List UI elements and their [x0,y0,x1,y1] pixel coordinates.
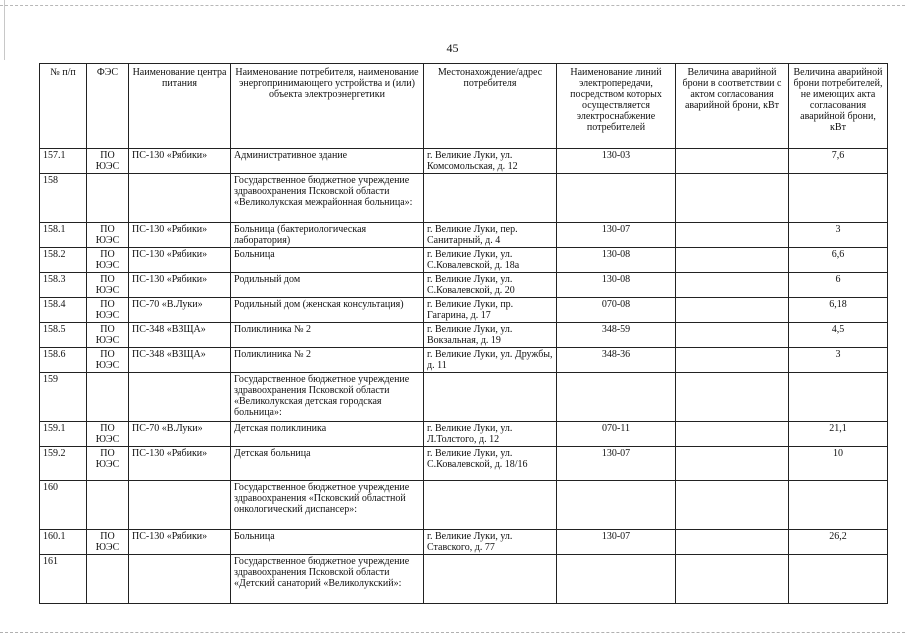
row-address: г. Великие Луки, ул. Дружбы, д. 11 [424,348,557,373]
row-fes: ПО ЮЭС [87,149,129,174]
row-power-center: ПС-70 «В.Луки» [129,422,231,447]
row-reserve-with-act [676,298,789,323]
row-fes: ПО ЮЭС [87,273,129,298]
row-power-center: ПС-130 «Рябики» [129,149,231,174]
row-reserve-without-act: 4,5 [789,323,888,348]
page-number: 45 [446,41,459,55]
row-power-line: 130-07 [557,447,676,481]
row-fes [87,373,129,422]
row-consumer: Детская больница [231,447,424,481]
header-power-line: Наименование линий электропередачи, посредством которых осуществляется электроснабжение потребителей [557,64,676,149]
row-power-line [557,174,676,223]
row-num: 158.1 [40,223,87,248]
row-power-line: 348-59 [557,323,676,348]
row-consumer: Административное здание [231,149,424,174]
header-power-center: Наименование центра питания [129,64,231,149]
row-consumer: Больница (бактериологическая лаборатория) [231,223,424,248]
row-reserve-without-act [789,481,888,530]
table-row [40,530,888,555]
row-address: г. Великие Луки, ул. С.Ковалевской, д. 18/16 [424,447,557,481]
row-address: г. Великие Луки, ул. Вокзальная, д. 19 [424,323,557,348]
header-address: Местонахождение/адрес потребителя [424,64,557,149]
row-address: г. Великие Луки, пр. Гагарина, д. 17 [424,298,557,323]
row-address: г. Великие Луки, ул. С.Ковалевской, д. 18а [424,248,557,273]
row-fes: ПО ЮЭС [87,422,129,447]
row-reserve-with-act [676,481,789,530]
row-num: 160 [40,481,87,530]
row-fes: ПО ЮЭС [87,447,129,481]
row-num: 158.2 [40,248,87,273]
row-address: г. Великие Луки, ул. Ставского, д. 77 [424,530,557,555]
row-consumer: Государственное бюджетное учреждение здравоохранения «Псковский областной онкологический диспансер»: [231,481,424,530]
table-row [40,149,888,174]
row-power-center [129,481,231,530]
row-fes: ПО ЮЭС [87,248,129,273]
row-power-center: ПС-130 «Рябики» [129,530,231,555]
row-num: 157.1 [40,149,87,174]
row-num: 161 [40,555,87,604]
row-reserve-with-act [676,422,789,447]
header-reserve-without-act: Величина аварийной брони потребителей, не имеющих акта согласования аварийной брони, кВт [789,64,888,149]
row-power-center [129,373,231,422]
row-reserve-with-act [676,348,789,373]
row-address: г. Великие Луки, ул. Л.Толстого, д. 12 [424,422,557,447]
row-fes: ПО ЮЭС [87,298,129,323]
row-power-line [557,373,676,422]
row-fes: ПО ЮЭС [87,530,129,555]
row-num: 158.6 [40,348,87,373]
row-address: г. Великие Луки, ул. Комсомольская, д. 12 [424,149,557,174]
row-address [424,481,557,530]
row-reserve-with-act [676,149,789,174]
row-address [424,174,557,223]
row-reserve-without-act [789,373,888,422]
row-reserve-without-act: 6,18 [789,298,888,323]
row-power-line: 130-08 [557,273,676,298]
row-reserve-with-act [676,273,789,298]
table-row [40,273,888,298]
table-row [40,174,888,223]
row-power-line: 070-08 [557,298,676,323]
row-reserve-with-act [676,323,789,348]
row-num: 158 [40,174,87,223]
row-reserve-without-act: 21,1 [789,422,888,447]
row-reserve-without-act: 3 [789,223,888,248]
emergency-reserve-table [39,63,888,604]
row-consumer: Поликлиника № 2 [231,323,424,348]
row-fes: ПО ЮЭС [87,223,129,248]
row-power-center: ПС-130 «Рябики» [129,447,231,481]
table-row [40,348,888,373]
row-reserve-with-act [676,223,789,248]
header-fes: ФЭС [87,64,129,149]
row-consumer: Государственное бюджетное учреждение здравоохранения Псковской области «Детский санаторий «Великолукский»: [231,555,424,604]
row-reserve-without-act: 7,6 [789,149,888,174]
row-address [424,555,557,604]
row-num: 158.4 [40,298,87,323]
row-reserve-with-act [676,248,789,273]
row-power-center: ПС-348 «ВЗЩА» [129,323,231,348]
table-row [40,555,888,604]
row-address: г. Великие Луки, ул. С.Ковалевской, д. 20 [424,273,557,298]
row-reserve-without-act: 10 [789,447,888,481]
row-reserve-with-act [676,373,789,422]
row-consumer: Государственное бюджетное учреждение здравоохранения Псковской области «Великолукская межрайонная больница»: [231,174,424,223]
row-fes [87,481,129,530]
header-consumer: Наименование потребителя, наименование энергопринимающего устройства и (или) объекта электроэнергетики [231,64,424,149]
row-reserve-with-act [676,447,789,481]
row-power-center: ПС-130 «Рябики» [129,248,231,273]
row-num: 160.1 [40,530,87,555]
row-consumer: Больница [231,248,424,273]
row-power-line [557,481,676,530]
row-power-line: 130-07 [557,223,676,248]
row-num: 158.3 [40,273,87,298]
row-reserve-without-act: 26,2 [789,530,888,555]
table-row [40,422,888,447]
table-row [40,323,888,348]
table-row [40,481,888,530]
row-power-line: 070-11 [557,422,676,447]
header-reserve-with-act: Величина аварийной брони в соответствии с актом согласования аварийной брони, кВт [676,64,789,149]
row-power-center: ПС-130 «Рябики» [129,223,231,248]
row-reserve-without-act [789,174,888,223]
header-num: № п/п [40,64,87,149]
table-row [40,248,888,273]
row-fes: ПО ЮЭС [87,348,129,373]
row-power-center [129,555,231,604]
row-consumer: Поликлиника № 2 [231,348,424,373]
row-address: г. Великие Луки, пер. Санитарный, д. 4 [424,223,557,248]
row-fes: ПО ЮЭС [87,323,129,348]
row-address [424,373,557,422]
row-power-center: ПС-130 «Рябики» [129,273,231,298]
row-reserve-with-act [676,174,789,223]
table-row [40,298,888,323]
row-num: 159 [40,373,87,422]
row-power-line: 130-08 [557,248,676,273]
table-header-row [40,64,888,149]
table-row [40,447,888,481]
row-power-line: 130-03 [557,149,676,174]
table-row [40,223,888,248]
scan-edge-top [0,5,905,6]
row-power-center [129,174,231,223]
row-power-center: ПС-70 «В.Луки» [129,298,231,323]
row-num: 158.5 [40,323,87,348]
row-fes [87,174,129,223]
row-reserve-without-act: 6 [789,273,888,298]
row-fes [87,555,129,604]
row-power-center: ПС-348 «ВЗЩА» [129,348,231,373]
row-consumer: Больница [231,530,424,555]
row-num: 159.2 [40,447,87,481]
row-consumer: Государственное бюджетное учреждение здравоохранения Псковской области «Великолукская детская городская больница»: [231,373,424,422]
row-reserve-without-act: 6,6 [789,248,888,273]
row-consumer: Детская поликлиника [231,422,424,447]
row-reserve-with-act [676,555,789,604]
row-num: 159.1 [40,422,87,447]
row-reserve-without-act: 3 [789,348,888,373]
row-power-line [557,555,676,604]
row-consumer: Родильный дом (женская консультация) [231,298,424,323]
scan-edge-bottom [0,632,905,633]
row-consumer: Родильный дом [231,273,424,298]
row-reserve-with-act [676,530,789,555]
table-row [40,373,888,422]
row-power-line: 130-07 [557,530,676,555]
row-reserve-without-act [789,555,888,604]
row-power-line: 348-36 [557,348,676,373]
